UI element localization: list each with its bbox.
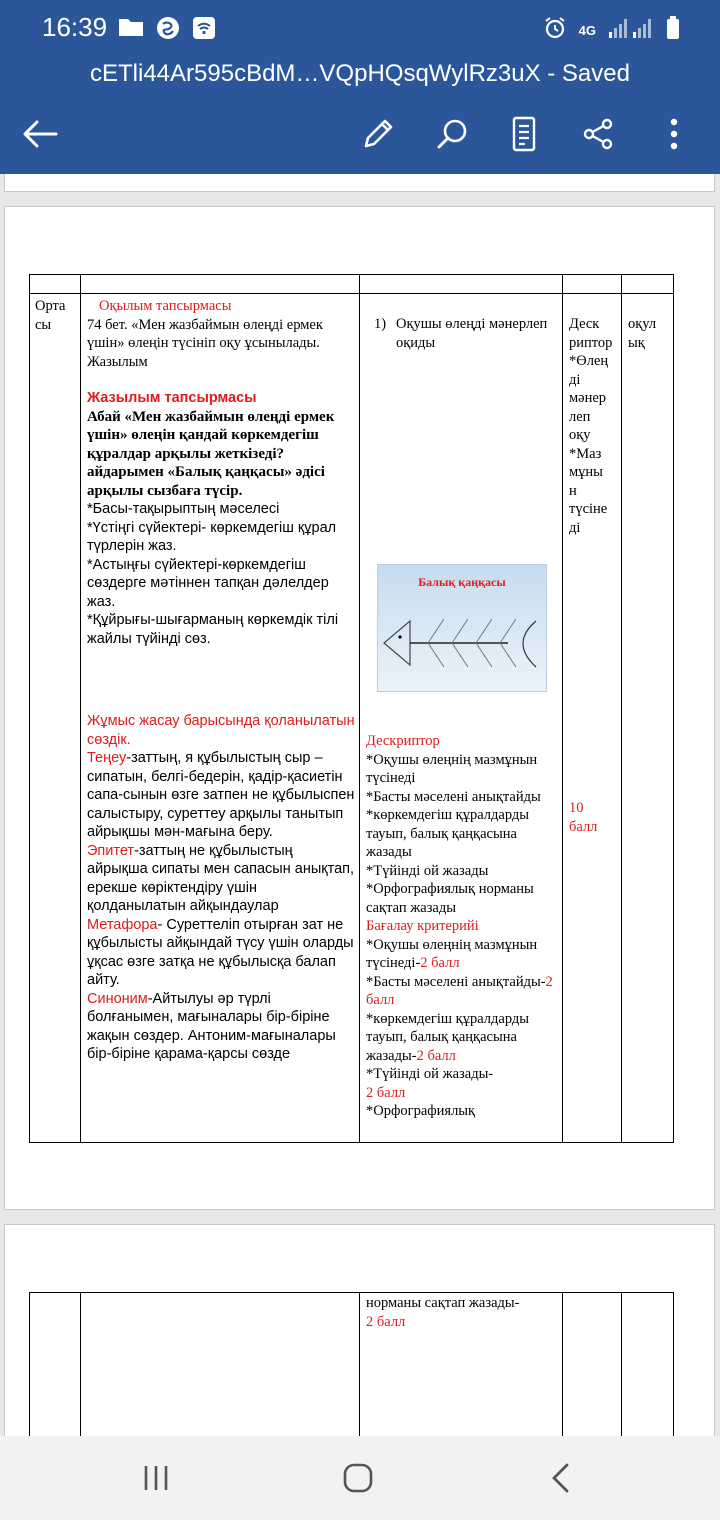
table-header-row — [30, 275, 674, 294]
battery-icon — [666, 16, 680, 45]
criteria-continued-text: норманы сақтап жазады- — [366, 1295, 520, 1311]
descriptor-item: *көркемдегіш құралдарды тауып, балық қаңқасына жазады — [366, 807, 530, 860]
descriptor-line: *Өлең — [569, 353, 609, 369]
reading-task-text: 74 бет. «Мен жазбаймын өлеңді ермек үшін» өлеңін түсініп оқу ұсынылады. — [87, 316, 323, 351]
document-page-2 — [4, 1224, 715, 1436]
bullet-item: *Басы-тақырыптың мәселесі — [87, 501, 280, 517]
reading-view-button[interactable] — [500, 110, 548, 158]
criteria-score: 2 балл — [416, 1047, 456, 1064]
activity-cell — [360, 294, 563, 1143]
criteria-item — [366, 1010, 558, 1066]
bullet-item: *Құйрығы-шығарманың көркемдік тілі жайлы түйінді сөз. — [87, 612, 339, 647]
activity-text: Оқушы өлеңді мәнерлеп оқиды — [396, 316, 548, 351]
s-app-icon — [156, 16, 180, 45]
total-score-unit: балл — [569, 818, 598, 835]
app-bar — [0, 0, 720, 174]
share-button[interactable] — [574, 110, 622, 158]
stage-line2: сы — [35, 316, 52, 333]
table-row — [30, 294, 674, 1143]
glossary-term — [87, 990, 355, 1064]
pencil-icon — [361, 117, 395, 151]
fishbone-icon — [378, 595, 548, 691]
writing-task-question: Абай «Мен жазбаймын өлеңді ермек үшін» өлеңін қандай көркемдегіш құралдар арқылы жеткізеді? айдарымен «Балық қаңқасы» әдісі арқылы сызбаға түсір. — [87, 408, 335, 499]
fish-skeleton-diagram — [377, 564, 547, 692]
table-row — [30, 1293, 674, 1437]
network-label: 4G — [578, 23, 596, 38]
descriptor-heading: Дескриптор — [366, 733, 440, 749]
back-chevron-icon — [549, 1463, 571, 1493]
glossary-term — [87, 916, 355, 990]
reading-view-icon — [509, 116, 539, 152]
descriptor-item: *Түйінді ой жазады — [366, 862, 489, 879]
descriptor-item: *Оқушы өлеңнің мазмұнын түсінеді — [366, 751, 538, 786]
stage-line1: Орта — [35, 298, 66, 314]
criteria-item — [366, 973, 558, 1010]
glossary-term — [87, 842, 355, 916]
back-button[interactable] — [16, 110, 64, 158]
lesson-table-continued — [29, 1292, 674, 1436]
descriptor-line: ді — [569, 519, 581, 536]
wifi-card-icon — [192, 16, 216, 45]
document-viewport[interactable] — [0, 174, 720, 1436]
activity-item — [366, 315, 558, 352]
criteria-item — [366, 936, 558, 973]
status-time: 16:39 — [42, 12, 108, 42]
term-definition: -Айтылуы әр түрлі болғанымен, мағыналары бір-біріне жақын сөздер. Антоним-мағыналары бір-біріне қарама-қарсы сөзде — [87, 990, 336, 1062]
edit-button[interactable] — [354, 110, 402, 158]
activity-cell-continued — [360, 1293, 563, 1437]
descriptor-line: Деск — [569, 316, 600, 332]
back-nav-button[interactable] — [540, 1458, 580, 1498]
criteria-text: *Оқушы өлеңнің мазмұнын түсінеді- — [366, 936, 538, 971]
home-button[interactable] — [338, 1458, 378, 1498]
total-score: 10 — [569, 800, 584, 816]
resource-line1: оқул — [628, 316, 657, 332]
descriptor-line: *Маз — [569, 445, 602, 462]
descriptor-line: н — [569, 482, 577, 499]
content-cell — [81, 294, 360, 1143]
criteria-score: 2 балл — [366, 1084, 406, 1101]
reading-task-heading: Оқылым тапсырмасы — [99, 298, 232, 314]
descriptor-line: риптор — [569, 334, 613, 351]
recent-apps-icon — [142, 1464, 170, 1492]
resource-line2: ық — [628, 334, 645, 351]
resource-cell — [622, 294, 674, 1143]
toolbar — [0, 110, 720, 158]
stage-cell — [30, 294, 81, 1143]
descriptor-line: оқу — [569, 427, 591, 443]
folder-icon — [118, 16, 144, 45]
glossary-term — [87, 749, 355, 842]
criteria-score: 2 балл — [366, 973, 553, 1008]
share-icon — [581, 117, 615, 151]
term-name: Метафора — [87, 916, 158, 933]
fish-diagram-title: Балық қаңқасы — [418, 575, 506, 589]
previous-page — [4, 174, 715, 192]
descriptor-line: түсіне — [569, 501, 608, 517]
status-bar — [0, 10, 720, 46]
descriptor-line: ді — [569, 371, 581, 388]
descriptor-item: *Басты мәселені анықтайды — [366, 788, 541, 805]
descriptor-line: мәнер — [569, 390, 607, 406]
criteria-score: 2 балл — [420, 955, 460, 971]
term-definition: -заттың не құбылыстың айрықша сипаты мен сапасын анықтап, ерекше көріктендіру үшін қолданылатын айқындаулар — [87, 842, 355, 914]
term-definition: - Суреттеліп отырған зат не құбылысты айқындай түсу үшін оларды ұқсас өзге затқа не құбылысқа балап айту. — [87, 916, 354, 988]
lesson-table — [29, 274, 674, 1143]
writing-label: Жазылым — [87, 353, 148, 370]
criteria-continued-score: 2 балл — [366, 1313, 406, 1330]
term-definition: -заттың, я құбылыстың сыр – сипатын, белгі-бедерін, қадір-қасиетін сапа-сынын өзге затпен не құбылыспен салыстыру, суреттеу арқылы танытып айрықшы мән-мағына беру. — [87, 750, 355, 840]
descriptor-cell — [563, 294, 622, 1143]
more-options-button[interactable] — [650, 110, 698, 158]
system-nav-bar — [0, 1436, 720, 1520]
criteria-text: *Түйінді ой жазады- — [366, 1066, 494, 1082]
term-name: Теңеу — [87, 750, 127, 766]
signal-icon — [608, 17, 654, 44]
document-title: cETli44Ar595cBdM…VQpHQsqWylRz3uX - Saved — [90, 60, 630, 87]
descriptor-line: мұны — [569, 464, 603, 480]
activity-number: 1) — [374, 316, 387, 332]
criteria-text: *көркемдегіш құралдарды тауып, балық қаңқасына жазады- — [366, 1010, 530, 1064]
descriptor-item: *Орфографиялық норманы сақтап жазады — [366, 881, 534, 916]
term-name: Эпитет — [87, 842, 135, 859]
glossary-title: Жұмыс жасау барысында қоланылатын сөздік. — [87, 713, 355, 748]
back-arrow-icon — [22, 119, 58, 149]
criteria-heading: Бағалау критерийі — [366, 918, 479, 934]
recent-apps-button[interactable] — [136, 1458, 176, 1498]
home-icon — [342, 1462, 374, 1494]
descriptor-line: леп — [569, 408, 591, 425]
criteria-text: *Басты мәселені анықтайды- — [366, 973, 546, 990]
criteria-item-continued: *Орфографиялық — [366, 1103, 476, 1119]
more-vertical-icon — [669, 117, 679, 151]
bullet-item: *Астыңғы сүйектері-көркемдегіш сөздерге мәтіннен тапқан дәлелдер жаз. — [87, 556, 329, 610]
term-name: Синоним — [87, 990, 148, 1007]
alarm-icon — [543, 16, 567, 45]
search-icon — [435, 117, 469, 151]
criteria-item — [366, 1065, 558, 1102]
writing-task-heading: Жазылым тапсырмасы — [87, 390, 257, 406]
search-button[interactable] — [428, 110, 476, 158]
bullet-item: *Үстіңгі сүйектері- көркемдегіш құрал түрлерін жаз. — [87, 519, 337, 554]
document-page — [4, 206, 715, 1210]
